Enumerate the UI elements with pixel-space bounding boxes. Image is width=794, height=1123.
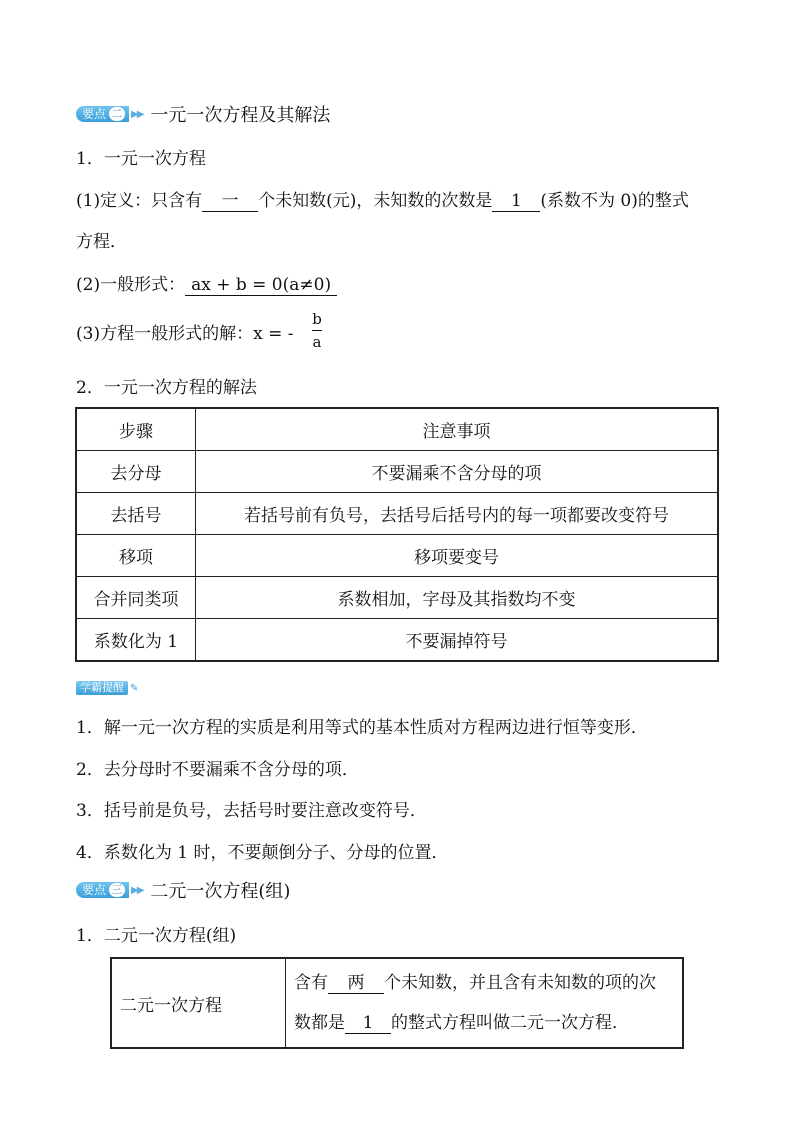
desc-line2-suffix: 的整式方程叫做二元一次方程． — [391, 1013, 629, 1033]
badge-number: 三 — [109, 883, 125, 897]
general-form-line — [76, 273, 337, 297]
definition-line-2: 方程． — [76, 232, 127, 252]
section-title: 一元一次方程及其解法 — [150, 105, 331, 126]
term-cell: 二元一次方程 — [111, 958, 286, 1048]
note-cell: 不要漏乘不含分母的项 — [196, 451, 719, 493]
step-cell: 去分母 — [76, 451, 196, 493]
table-header-row — [76, 408, 718, 451]
header-notes: 注意事项 — [196, 408, 719, 451]
definition-line-1 — [294, 963, 674, 1003]
step-cell: 合并同类项 — [76, 577, 196, 619]
header-step: 步骤 — [76, 408, 196, 451]
def-blank-1: 一 — [202, 191, 258, 212]
table-row — [76, 535, 718, 577]
pencil-icon: ✎ — [130, 682, 139, 694]
fraction-b-over-a — [312, 310, 322, 351]
desc-blank-2: 1 — [345, 1013, 391, 1034]
table-row — [111, 958, 683, 1048]
badge-pill — [76, 106, 129, 122]
solution-line — [76, 322, 293, 346]
tip-item-3: 3．括号前是负号，去括号时要注意改变符号． — [76, 801, 427, 821]
note-cell: 移项要变号 — [196, 535, 719, 577]
table-row — [76, 493, 718, 535]
fraction-bar — [312, 330, 322, 331]
tip-item-1: 1．解一元一次方程的实质是利用等式的基本性质对方程两边进行恒等变形． — [76, 718, 648, 738]
desc-blank-1: 两 — [328, 973, 384, 994]
note-cell: 若括号前有负号，去括号后括号内的每一项都要改变符号 — [196, 493, 719, 535]
def-mid: 个未知数(元)，未知数的次数是 — [258, 191, 493, 211]
part2-heading: 2．一元一次方程的解法 — [76, 378, 257, 398]
tip-badge — [76, 680, 138, 696]
step-cell: 移项 — [76, 535, 196, 577]
badge-number: 二 — [109, 107, 125, 121]
desc-mid: 个未知数，并且含有未知数的项的次 — [384, 973, 656, 993]
definition-line-2 — [294, 1003, 674, 1043]
solving-steps-table — [75, 407, 719, 662]
table-row — [76, 619, 718, 662]
def-suffix: (系数不为 0)的整式 — [540, 191, 689, 211]
desc-prefix: 含有 — [294, 973, 328, 993]
section-badge-3 — [76, 880, 290, 900]
desc-line2-prefix: 数都是 — [294, 1013, 345, 1033]
def-prefix: (1)定义：只含有 — [76, 191, 203, 211]
two-variable-equation-table — [110, 957, 684, 1049]
badge-label: 要点 — [82, 883, 107, 897]
definition-cell — [286, 958, 684, 1048]
table-row — [76, 577, 718, 619]
section-badge-2 — [76, 104, 330, 124]
general-prefix: (2)一般形式： — [76, 275, 186, 295]
double-arrow-icon: ▶▶ — [131, 884, 143, 896]
tip-item-2: 2．去分母时不要漏乘不含分母的项． — [76, 760, 359, 780]
def-blank-2: 1 — [492, 191, 540, 212]
step-cell: 去括号 — [76, 493, 196, 535]
badge-label: 要点 — [82, 107, 107, 121]
note-cell: 系数相加，字母及其指数均不变 — [196, 577, 719, 619]
part1-heading: 1．一元一次方程 — [76, 149, 206, 169]
tip-label: 学霸提醒 — [76, 681, 128, 695]
definition-line — [76, 189, 689, 213]
section-title: 二元一次方程(组) — [150, 881, 291, 902]
double-arrow-icon: ▶▶ — [131, 108, 143, 120]
badge-pill — [76, 882, 129, 898]
tip-item-4: 4．系数化为 1 时，不要颠倒分子、分母的位置． — [76, 843, 449, 863]
table-row — [76, 451, 718, 493]
step-cell: 系数化为 1 — [76, 619, 196, 662]
general-blank: ax + b = 0(a≠0) — [185, 275, 337, 296]
fraction-denominator: a — [312, 333, 322, 351]
note-cell: 不要漏掉符号 — [196, 619, 719, 662]
part3-heading: 1．二元一次方程(组) — [76, 926, 237, 946]
fraction-numerator: b — [312, 310, 322, 328]
solution-prefix: (3)方程一般形式的解：x = - — [76, 324, 294, 344]
